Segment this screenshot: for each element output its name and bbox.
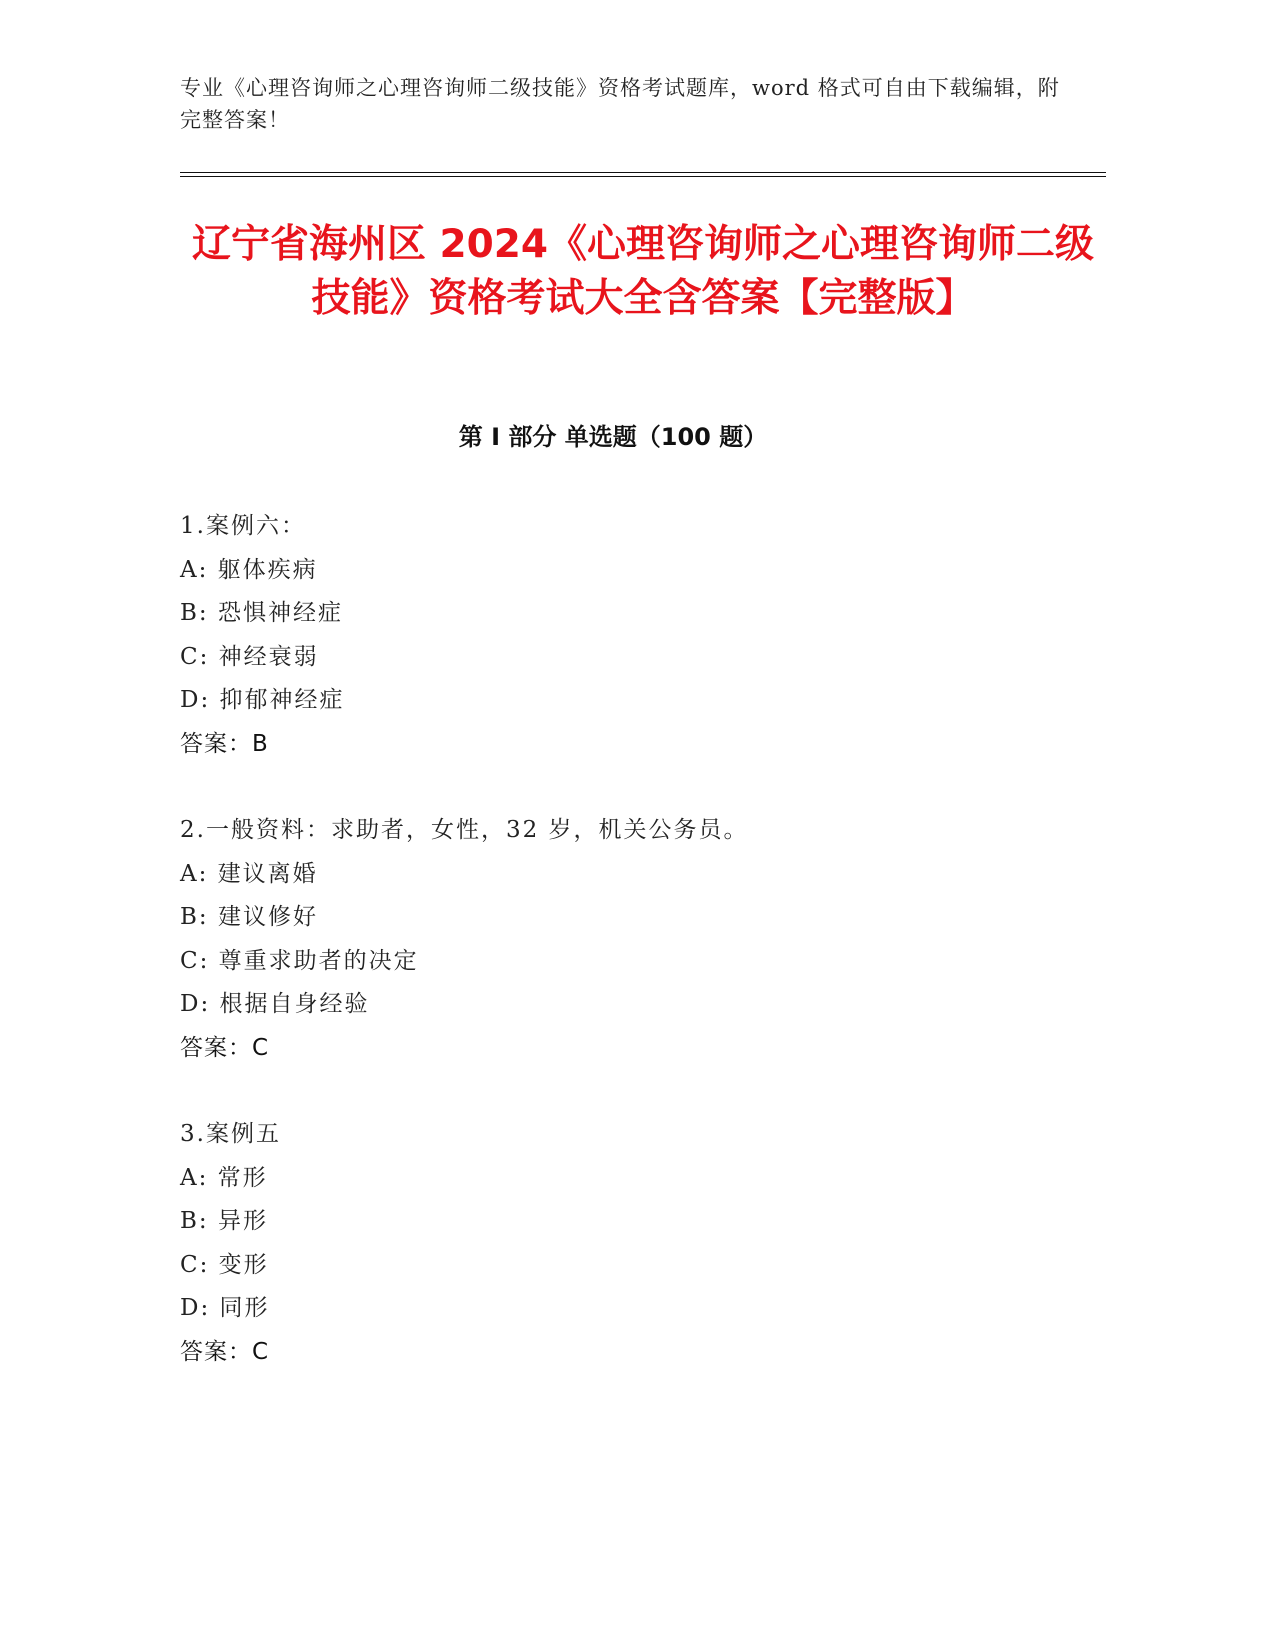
option-a: A: 建议离婚 xyxy=(180,860,318,887)
question-2 xyxy=(180,809,1080,1070)
answer-line: 答案：B xyxy=(180,730,269,757)
option-b: B: 恐惧神经症 xyxy=(180,600,343,626)
section-title: 第 I 部分 单选题（100 题） xyxy=(458,423,768,451)
question-3 xyxy=(180,1113,1080,1374)
document-title: 辽宁省海州区 2024《心理咨询师之心理咨询师二级技能》资格考试大全含答案【完整版】 xyxy=(191,222,1095,321)
option-d: D: 同形 xyxy=(180,1295,270,1321)
option-a: A: 常形 xyxy=(180,1164,268,1191)
option-c: C: 尊重求助者的决定 xyxy=(180,947,419,974)
option-c: C: 神经衰弱 xyxy=(180,643,319,670)
question-list xyxy=(180,505,1080,1417)
question-stem: 3.案例五 xyxy=(180,1121,281,1147)
question-stem: 1.案例六： xyxy=(180,513,306,539)
header-rule-bottom xyxy=(180,176,1106,177)
question-1 xyxy=(180,505,1080,766)
option-a: A: 躯体疾病 xyxy=(180,556,318,583)
option-d: D: 抑郁神经症 xyxy=(180,687,345,713)
question-stem: 2.一般资料：求助者，女性，32 岁，机关公务员。 xyxy=(180,817,749,843)
header-note: 专业《心理咨询师之心理咨询师二级技能》资格考试题库，word 格式可自由下载编辑，附完整答案！ xyxy=(180,76,1060,132)
option-d: D: 根据自身经验 xyxy=(180,991,370,1017)
option-b: B: 建议修好 xyxy=(180,904,318,930)
option-b: B: 异形 xyxy=(180,1208,268,1234)
option-c: C: 变形 xyxy=(180,1251,269,1278)
header-rule-top xyxy=(180,172,1106,173)
answer-line: 答案：C xyxy=(180,1338,270,1365)
answer-line: 答案：C xyxy=(180,1034,270,1061)
